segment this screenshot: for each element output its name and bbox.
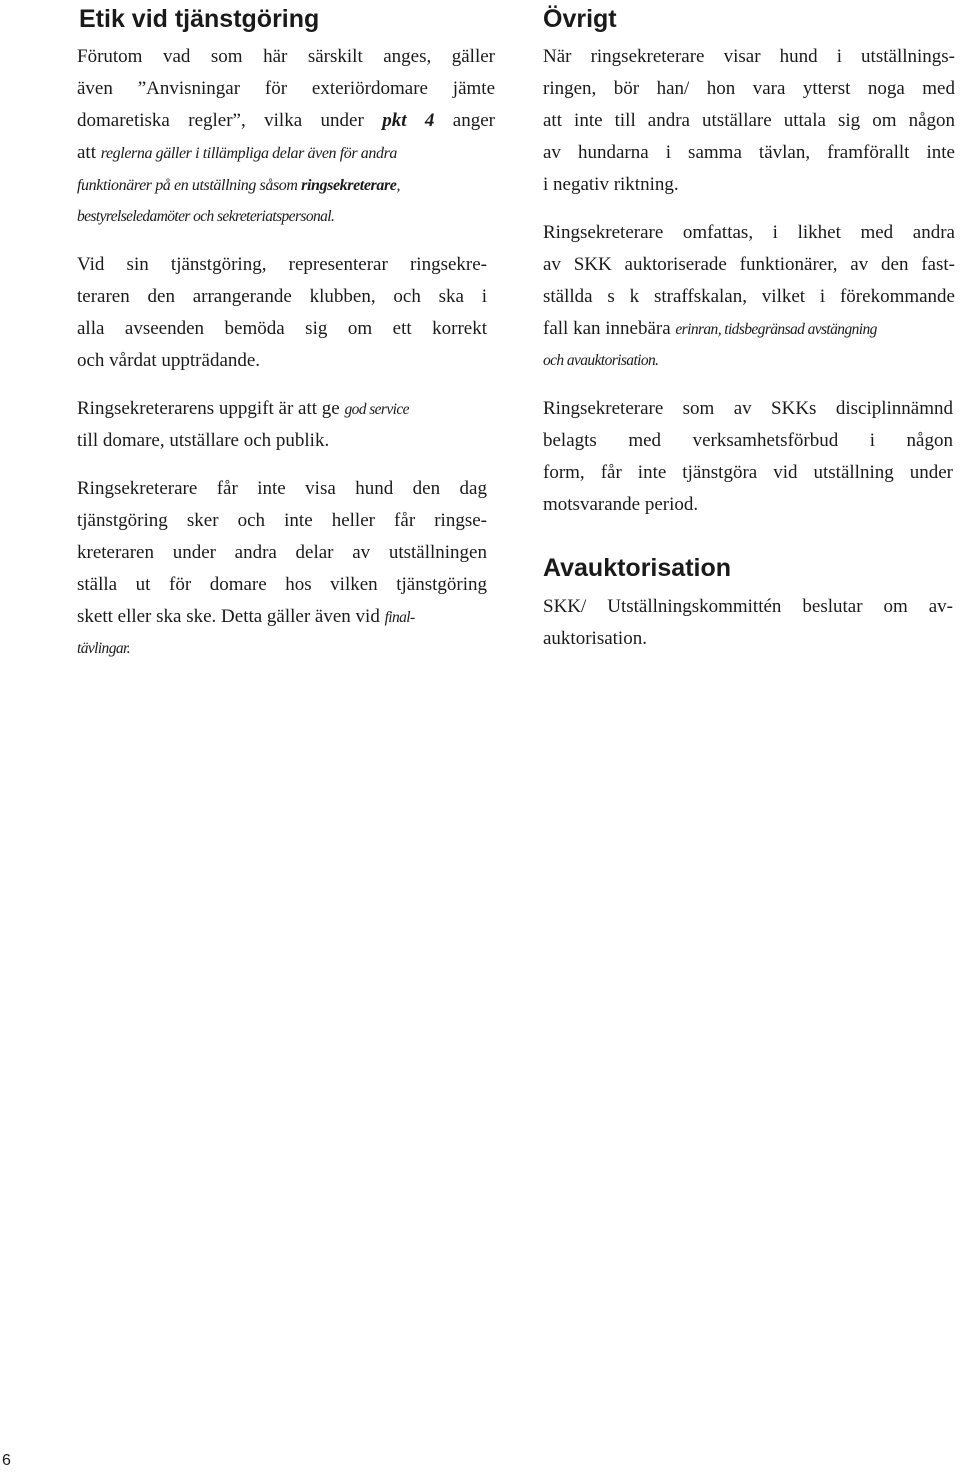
text-line: SKK/ Utställningskommittén beslutar om av-	[543, 596, 953, 617]
text-line: bestyrelseledamöter och sekreteriatspersonal.	[77, 208, 335, 225]
text-line: tävlingar.	[77, 640, 130, 657]
emphasis-final: final-	[384, 609, 415, 626]
emphasis-penalties: erinran, tidsbegränsad avstängning	[675, 321, 877, 338]
text-line: och vårdat uppträdande.	[77, 350, 261, 371]
text-line: belagts med verksamhetsförbud i någon	[543, 430, 953, 451]
text-line: Vid sin tjänstgöring, representerar ringsekre-	[77, 254, 487, 275]
heading-ovrigt: Övrigt	[543, 5, 617, 33]
paragraph-service	[77, 393, 489, 457]
paragraph-ban	[543, 393, 953, 521]
text-line: motsvarande period.	[543, 494, 699, 515]
text-span: ,	[396, 177, 401, 194]
text-line: ställda s k straffskalan, vilket i förekommande	[543, 286, 955, 307]
text-span: att	[77, 142, 101, 163]
text-line: till domare, utställare och publik.	[77, 430, 330, 451]
text-line: ställa ut för domare hos vilken tjänstgöring	[77, 574, 487, 595]
text-line: Ringsekreterare omfattas, i likhet med andra	[543, 222, 955, 243]
text-line: form, får inte tjänstgöra vid utställning under	[543, 462, 953, 483]
text-line: av hundarna i samma tävlan, framförallt inte	[543, 142, 955, 163]
emphasis-span: funktionärer på en utställning såsom	[77, 177, 302, 194]
text-line: att inte till andra utställare uttala sig om någon	[543, 110, 955, 131]
text-line: När ringsekreterare visar hund i utställnings-	[543, 46, 955, 67]
text-line: Förutom vad som här särskilt anges, gäller	[77, 46, 495, 67]
paragraph-showing-dog	[543, 41, 955, 201]
text-span: skett eller ska ske. Detta gäller även vid	[77, 606, 385, 627]
text-line: i negativ riktning.	[543, 174, 679, 195]
text-line	[77, 601, 487, 633]
text-line: auktorisation.	[543, 628, 647, 649]
text-span: Ringsekreterarens uppgift är att ge	[77, 398, 345, 419]
text-line: Ringsekreterare får inte visa hund den dag	[77, 478, 487, 499]
text-line	[77, 105, 495, 137]
text-span: domaretiska regler”, vilka under	[77, 110, 383, 131]
text-line: av SKK auktoriserade funktionärer, av den fast-	[543, 254, 955, 275]
text-line: teraren den arrangerande klubben, och ska i	[77, 286, 487, 307]
text-line	[543, 313, 955, 345]
text-line: ringen, bör han/ hon vara ytterst noga med	[543, 78, 955, 99]
heading-etik: Etik vid tjänstgöring	[79, 5, 320, 33]
paragraph-representation	[77, 249, 487, 377]
emphasis-ringsekreterare: ringsekreterare	[301, 177, 397, 194]
text-line: tjänstgöring sker och inte heller får ringse-	[77, 510, 487, 531]
emphasis-god-service: god service	[344, 401, 409, 418]
text-line: Ringsekreterare som av SKKs disciplinnämnd	[543, 398, 953, 419]
text-line	[77, 393, 489, 425]
page-number: 6	[2, 1452, 11, 1469]
paragraph-restrictions	[77, 473, 487, 665]
text-line: kreteraren under andra delar av utställningen	[77, 542, 487, 563]
text-line: och avauktorisation.	[543, 352, 659, 369]
emphasis-pkt: pkt 4	[382, 110, 435, 131]
paragraph-avauktorisation	[543, 591, 953, 655]
text-line	[77, 169, 495, 201]
text-line: även ”Anvisningar för exteriördomare jämte	[77, 78, 495, 99]
heading-avauktorisation: Avauktorisation	[543, 554, 732, 582]
text-line: alla avseenden bemöda sig om ett korrekt	[77, 318, 487, 339]
text-line	[77, 137, 495, 169]
paragraph-intro	[77, 41, 495, 233]
paragraph-penalty	[543, 217, 955, 377]
text-span: fall kan innebära	[543, 318, 676, 339]
emphasis-span: reglerna gäller i tillämpliga delar även för andra	[100, 145, 398, 162]
text-span: anger	[434, 110, 496, 131]
